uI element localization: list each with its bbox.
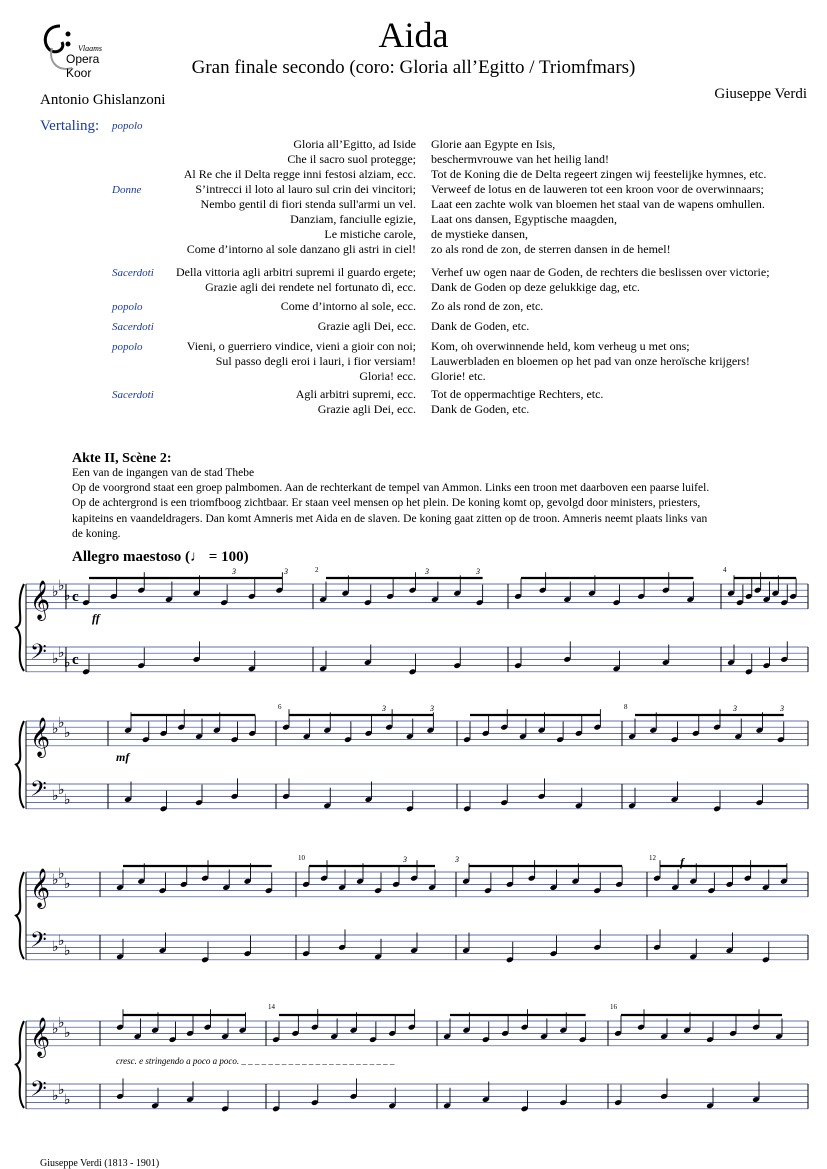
measure-number: 4 [723,566,727,574]
bass-clef-icon: 𝄢 [30,928,47,958]
italian-line: Come d’intorno al sole danzano gli astri in ciel! [186,242,416,256]
flat-icon: ♭ [58,578,65,594]
triplet-mark: 3 [733,704,737,713]
treble-clef-icon: 𝄞 [30,580,51,620]
flat-icon: ♭ [64,655,71,671]
brace [16,721,24,808]
flat-icon: ♭ [58,933,65,949]
dutch-line: Kom, oh overwinnende held, kom verheug u met ons; [431,339,690,353]
scene-line: Een van de ingangen van de stad Thebe [72,467,255,479]
flat-icon: ♭ [64,1025,71,1041]
dutch-line: Glorie aan Egypte en Isis, [431,137,556,151]
treble-clef-icon: 𝄞 [30,1017,51,1057]
tempo-marking: Allegro maestoso (♩ = 100) [72,549,249,565]
triplet-mark: 3 [476,567,480,576]
triplet-mark: 3 [425,567,429,576]
flat-icon: ♭ [58,782,65,798]
scene-line: de koning. [72,527,121,540]
voice-label: Sacerdoti [112,321,154,333]
dutch-line: beschermvrouwe van het heilig land! [431,152,609,166]
dutch-line: Laat ons dansen, Egyptische maagden, [431,212,617,226]
dutch-line: Glorie! etc. [431,369,486,383]
dutch-line: Laat een zachte wolk van bloemen het staal van de wapens omhullen. [431,197,765,211]
italian-line: Gloria! ecc. [359,369,416,383]
italian-line: Della vittoria agli arbitri supremi il guardo ergete; [175,265,416,279]
measure-number: 2 [315,566,319,574]
voice-label: Sacerdoti [112,389,154,401]
flat-icon: ♭ [64,876,71,892]
time-signature: c [72,589,79,605]
flat-icon: ♭ [58,1015,65,1031]
italian-line: Le mistiche carole, [324,227,416,241]
flat-icon: ♭ [52,872,59,888]
page-title: Aida [378,15,449,55]
italian-line: Grazie agli Dei, ecc. [317,319,416,333]
voice-label: Sacerdoti [112,267,154,279]
brace [16,584,24,671]
voice-label: popolo [112,301,143,313]
logo-text-small: Vlaams [78,44,102,53]
italian-line: Al Re che il Delta regge inni festosi alziam, ecc. [183,167,416,181]
dutch-line: Dank de Goden, etc. [431,402,530,416]
dynamic-marking: mf [116,750,130,764]
scene-line: Op de achtergrond is een triomfboog zichtbaar. Er staan veel mensen op het plein. De koning komt op, gevolgd door ministers, priesters, [72,497,701,510]
italian-line: Vieni, o guerriero vindice, vieni a gioir con noi; [186,339,416,353]
cresc-marking: cresc. e stringendo a poco a poco. _ _ _ _ _ _ _ _ _ _ _ _ _ _ _ _ _ _ _ _ _ _ _ [116,1056,395,1066]
dutch-line: Lauwerbladen en bloemen op het pad van onze heroïsche krijgers! [431,354,750,368]
triplet-mark: 3 [455,855,459,864]
dutch-line: Dank de Goden, etc. [431,319,530,333]
dutch-line: Verweef de lotus en de lauweren tot een kroon voor de overwinnaars; [431,182,764,196]
measure-number: 6 [278,703,282,711]
page-subtitle: Gran finale secondo (coro: Gloria all’Egitto / Triomfmars) [191,57,636,78]
italian-line: Come d’intorno al sole, ecc. [280,299,416,313]
scene-line: kapiteins en vaandeldragers. Dan komt Amneris met Aida en de slaven. De koning gaat zitten op de troon. Amneris neemt plaats links van [72,512,708,525]
dutch-line: zo als rond de zon, de sterren dansen in de hemel! [431,242,671,256]
dutch-line: Verhef uw ogen naar de Goden, de rechters die beslissen over victorie; [431,265,770,279]
flat-icon: ♭ [64,792,71,808]
brace [16,1021,24,1108]
triplet-mark: 3 [284,567,288,576]
flat-icon: ♭ [52,721,59,737]
italian-line: Sul passo degli eroi i lauri, i fior versiam! [215,354,416,368]
italian-line: Grazie agli Dei, ecc. [317,402,416,416]
flat-icon: ♭ [52,939,59,955]
treble-clef-icon: 𝄞 [30,868,51,908]
dutch-line: de mystieke dansen, [431,227,528,241]
triplet-mark: 3 [430,704,434,713]
dutch-line: Tot de oppermachtige Rechters, etc. [431,387,604,401]
voice-label: popolo [112,120,143,132]
flat-icon: ♭ [58,1082,65,1098]
translation-heading: Vertaling: [40,118,100,134]
scene-line: Op de voorgrond staat een groep palmbomen. Aan de rechterkant de tempel van Ammon. Links een troon met daarboven een paarse luifel. [72,482,710,495]
italian-line: Grazie agli dei rendete nel fortunato dì, ecc. [205,280,416,294]
flat-icon: ♭ [58,645,65,661]
scene-heading: Akte II, Scène 2: [72,451,172,466]
dutch-line: Dank de Goden op deze gelukkige dag, etc. [431,280,640,294]
poet-name: Antonio Ghislanzoni [40,92,166,108]
treble-clef-icon: 𝄞 [30,717,51,757]
flat-icon: ♭ [58,715,65,731]
italian-line: Agli arbitri supremi, ecc. [295,387,416,401]
bass-clef-icon: 𝄢 [30,640,47,670]
logo-text: Opera Koor [66,52,100,80]
voice-label: popolo [112,341,143,353]
dynamic-marking: ff [92,611,100,625]
flat-icon: ♭ [52,651,59,667]
measure-number: 10 [298,854,305,862]
triplet-mark: 3 [382,704,386,713]
time-signature: c [72,652,79,668]
flat-icon: ♭ [64,725,71,741]
measure-number: 8 [624,703,628,711]
dutch-line: Zo als rond de zon, etc. [431,299,544,313]
brace [16,872,24,959]
flat-icon: ♭ [64,588,71,604]
triplet-mark: 3 [232,567,236,576]
bass-clef-icon: 𝄢 [30,777,47,807]
triplet-mark: 3 [780,704,784,713]
italian-line: S’intrecci il loto al lauro sul crin dei vincitori; [195,182,416,196]
flat-icon: ♭ [64,1092,71,1108]
measure-number: 12 [649,854,656,862]
dutch-line: Tot de Koning die de Delta regeert zingen wij feestelijke hymnes, etc. [431,167,767,181]
italian-line: Che il sacro suol protegge; [287,152,416,166]
flat-icon: ♭ [52,584,59,600]
triplet-mark: 3 [403,855,407,864]
flat-icon: ♭ [52,788,59,804]
flat-icon: ♭ [52,1088,59,1104]
composer-name: Giuseppe Verdi [714,86,807,102]
italian-line: Danziam, fanciulle egizie, [290,212,416,226]
flat-icon: ♭ [58,866,65,882]
measure-number: 14 [268,1003,275,1011]
italian-line: Nembo gentil di fiori stenda sull'armi un vel. [200,197,416,211]
dynamic-marking: f [680,855,684,869]
flat-icon: ♭ [52,1021,59,1037]
footer-credit: Giuseppe Verdi (1813 - 1901) [40,1158,160,1169]
voice-label: Donne [112,184,142,196]
flat-icon: ♭ [64,943,71,959]
measure-number: 16 [610,1003,617,1011]
italian-line: Gloria all’Egitto, ad Iside [293,137,416,151]
bass-clef-icon: 𝄢 [30,1077,47,1107]
